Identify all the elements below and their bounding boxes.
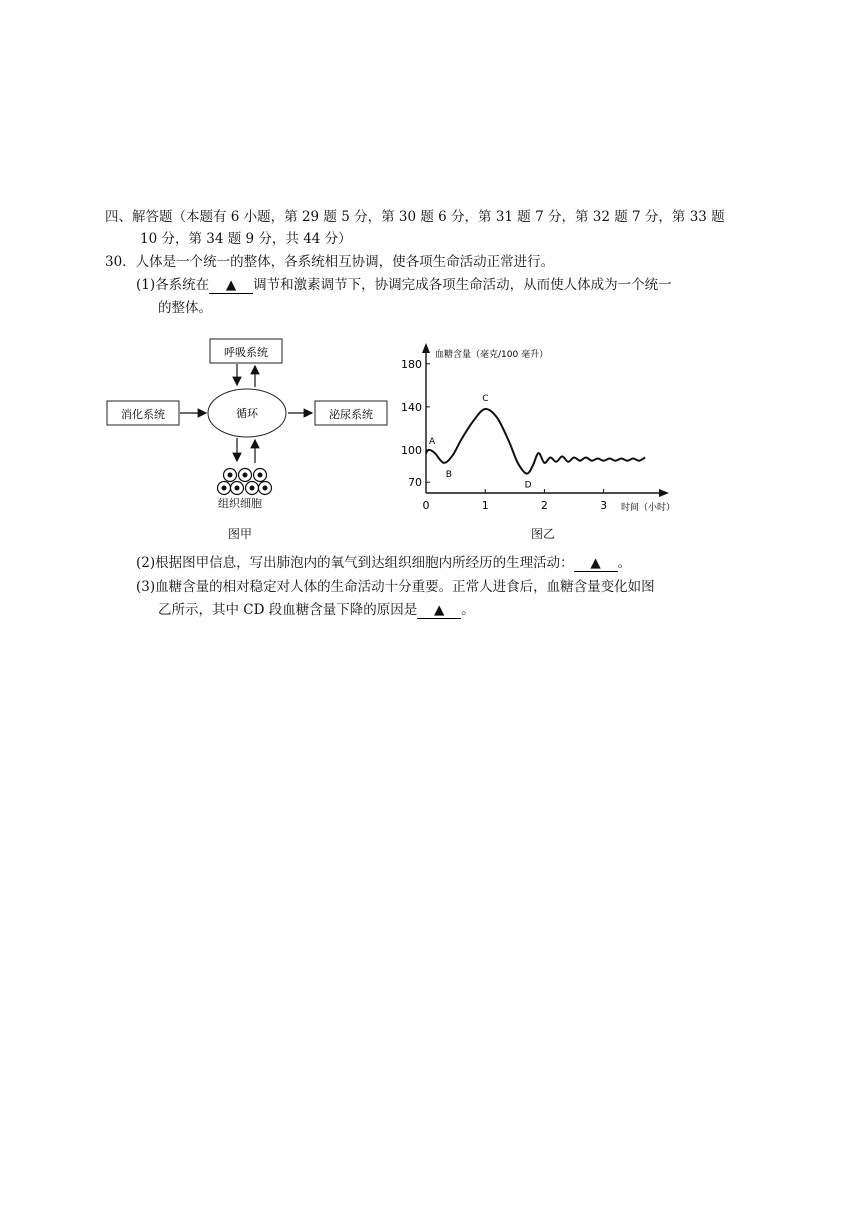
q1-line2: 的整体。	[158, 300, 212, 316]
y-tick-label: 100	[401, 443, 422, 457]
chart-ticks	[401, 358, 607, 512]
chart-axes	[422, 343, 669, 497]
q1-pre-text: (1)各系统在	[136, 277, 210, 293]
q3-line1: (3)血糖含量的相对稳定对人体的生命活动十分重要。正常人进食后，血糖含量变化如图	[136, 579, 655, 595]
y-tick-label: 180	[401, 357, 422, 371]
question-stem: 30．人体是一个统一的整体，各系统相互协调，使各项生命活动正常进行。	[105, 254, 555, 270]
y-tick-label: 70	[408, 476, 422, 490]
figure-b-chart	[395, 335, 695, 515]
tissue-cells-icon	[218, 469, 272, 495]
circulation-label: 循环	[236, 407, 258, 420]
q3-pre-text: 乙所示，其中 CD 段血糖含量下降的原因是	[158, 602, 418, 618]
y-axis-label: 血糖含量（毫克/100 毫升）	[435, 350, 549, 360]
q2-post-text: 。	[617, 555, 632, 571]
point-label-b: B	[445, 469, 452, 480]
tissue-cells-label: 组织细胞	[218, 497, 262, 510]
x-tick-label: 3	[600, 499, 608, 512]
y-tick-label: 140	[401, 400, 422, 414]
subquestion-1	[136, 276, 672, 294]
x-tick-label: 1	[481, 499, 489, 512]
x-tick-label: 2	[540, 499, 548, 512]
chart-point-labels	[429, 394, 532, 491]
subquestion-3	[158, 601, 475, 619]
blood-sugar-curve	[426, 409, 645, 474]
section-title-line2: 10 分，第 34 题 9 分，共 44 分）	[140, 231, 352, 247]
x-tick-label: 0	[422, 499, 430, 512]
answer-blank-3[interactable]: ▲	[417, 603, 461, 619]
subquestion-2	[136, 554, 631, 572]
q2-pre-text: (2)根据图甲信息，写出肺泡内的氧气到达组织细胞内所经历的生理活动：	[136, 555, 574, 571]
point-label-c: C	[482, 394, 489, 404]
x-axis-label: 时间（小时）	[621, 503, 676, 513]
urinary-system-label: 泌尿系统	[329, 408, 373, 421]
figure-a-diagram	[100, 330, 400, 505]
answer-blank-1[interactable]: ▲	[209, 278, 253, 294]
point-label-d: D	[524, 480, 532, 491]
digestive-system-label: 消化系统	[121, 408, 165, 421]
answer-blank-2[interactable]: ▲	[574, 556, 618, 572]
point-label-a: A	[429, 436, 436, 447]
figure-b-caption: 图乙	[531, 527, 556, 541]
x-axis-arrow	[659, 489, 669, 497]
q1-post-text: 调节和激素调节下，协调完成各项生命活动，从而使人体成为一个统一	[253, 277, 672, 293]
figure-a-caption: 图甲	[228, 527, 253, 541]
section-title-line1: 四、解答题（本题有 6 小题，第 29 题 5 分，第 30 题 6 分，第 31 题 7 分，第 32 题 7 分，第 33 题	[105, 209, 725, 225]
q3-post-text: 。	[461, 602, 475, 618]
respiratory-system-label: 呼吸系统	[224, 346, 268, 359]
y-axis-arrow	[422, 343, 430, 353]
